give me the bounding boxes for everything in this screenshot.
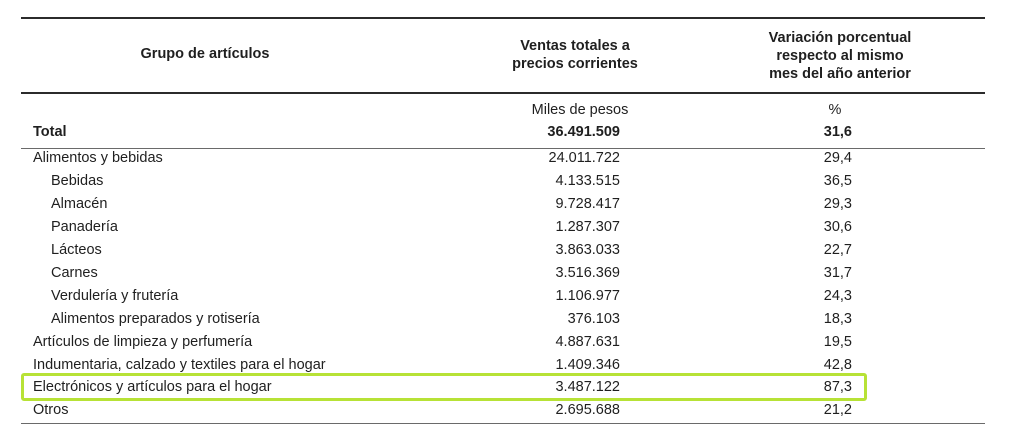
cell-variation: 19,5 bbox=[823, 334, 852, 350]
cell-variation: 36,5 bbox=[823, 173, 852, 189]
table-row bbox=[0, 265, 1018, 287]
cell-sales: 24.011.722 bbox=[548, 150, 620, 166]
cell-sales: 2.695.688 bbox=[555, 402, 620, 418]
table-top-rule bbox=[21, 17, 985, 19]
cell-label: Almacén bbox=[51, 196, 108, 212]
cell-sales: 36.491.509 bbox=[547, 124, 620, 140]
header-variation-line: mes del año anterior bbox=[769, 66, 911, 82]
cell-label: Alimentos y bebidas bbox=[33, 150, 163, 166]
table-row bbox=[0, 288, 1018, 310]
cell-sales: 3.516.369 bbox=[555, 265, 620, 281]
cell-sales: 4.133.515 bbox=[555, 173, 620, 189]
unit-sales: Miles de pesos bbox=[531, 102, 629, 118]
cell-variation: 31,7 bbox=[823, 265, 852, 281]
cell-variation: 87,3 bbox=[823, 379, 852, 395]
cell-label: Indumentaria, calzado y textiles para el hogar bbox=[33, 357, 326, 373]
cell-variation: 24,3 bbox=[823, 288, 852, 304]
table-row bbox=[0, 219, 1018, 241]
cell-sales: 9.728.417 bbox=[555, 196, 620, 212]
cell-sales: 4.887.631 bbox=[555, 334, 620, 350]
cell-variation: 22,7 bbox=[823, 242, 852, 258]
table-row bbox=[0, 402, 1018, 424]
cell-label: Electrónicos y artículos para el hogar bbox=[33, 379, 272, 395]
cell-sales: 1.409.346 bbox=[555, 357, 620, 373]
table-row bbox=[0, 334, 1018, 356]
header-variation bbox=[740, 29, 940, 83]
header-sales bbox=[480, 37, 670, 73]
total-separator-rule bbox=[21, 148, 985, 149]
cell-label: Bebidas bbox=[51, 173, 104, 189]
cell-variation: 21,2 bbox=[823, 402, 852, 418]
table-row bbox=[0, 173, 1018, 195]
table-row bbox=[0, 124, 1018, 146]
cell-variation: 29,3 bbox=[823, 196, 852, 212]
cell-label: Panadería bbox=[51, 219, 118, 235]
cell-variation: 18,3 bbox=[823, 311, 852, 327]
cell-variation: 30,6 bbox=[823, 219, 852, 235]
cell-variation: 31,6 bbox=[823, 124, 852, 140]
cell-sales: 1.106.977 bbox=[555, 288, 620, 304]
header-bottom-rule bbox=[21, 92, 985, 94]
table-row bbox=[0, 196, 1018, 218]
cell-label: Total bbox=[33, 124, 67, 140]
cell-variation: 29,4 bbox=[823, 150, 852, 166]
table-row bbox=[0, 357, 1018, 379]
cell-label: Otros bbox=[33, 402, 69, 418]
unit-variation: % bbox=[828, 102, 842, 118]
header-group: Grupo de artículos bbox=[140, 46, 270, 62]
table-row bbox=[0, 311, 1018, 333]
table-row bbox=[0, 242, 1018, 264]
cell-sales: 1.287.307 bbox=[555, 219, 620, 235]
cell-label: Lácteos bbox=[51, 242, 102, 258]
header-variation-line: Variación porcentual bbox=[768, 30, 912, 46]
cell-sales: 3.863.033 bbox=[555, 242, 620, 258]
cell-label: Carnes bbox=[51, 265, 98, 281]
cell-variation: 42,8 bbox=[823, 357, 852, 373]
cell-label: Artículos de limpieza y perfumería bbox=[33, 334, 253, 350]
table-row bbox=[0, 150, 1018, 172]
header-sales-line: precios corrientes bbox=[512, 56, 638, 72]
header-variation-line: respecto al mismo bbox=[776, 48, 904, 64]
cell-sales: 376.103 bbox=[567, 311, 620, 327]
cell-label: Verdulería y frutería bbox=[51, 288, 179, 304]
header-sales-line: Ventas totales a bbox=[520, 38, 630, 54]
cell-sales: 3.487.122 bbox=[555, 379, 620, 395]
cell-label: Alimentos preparados y rotisería bbox=[51, 311, 260, 327]
table-row bbox=[0, 379, 1018, 401]
